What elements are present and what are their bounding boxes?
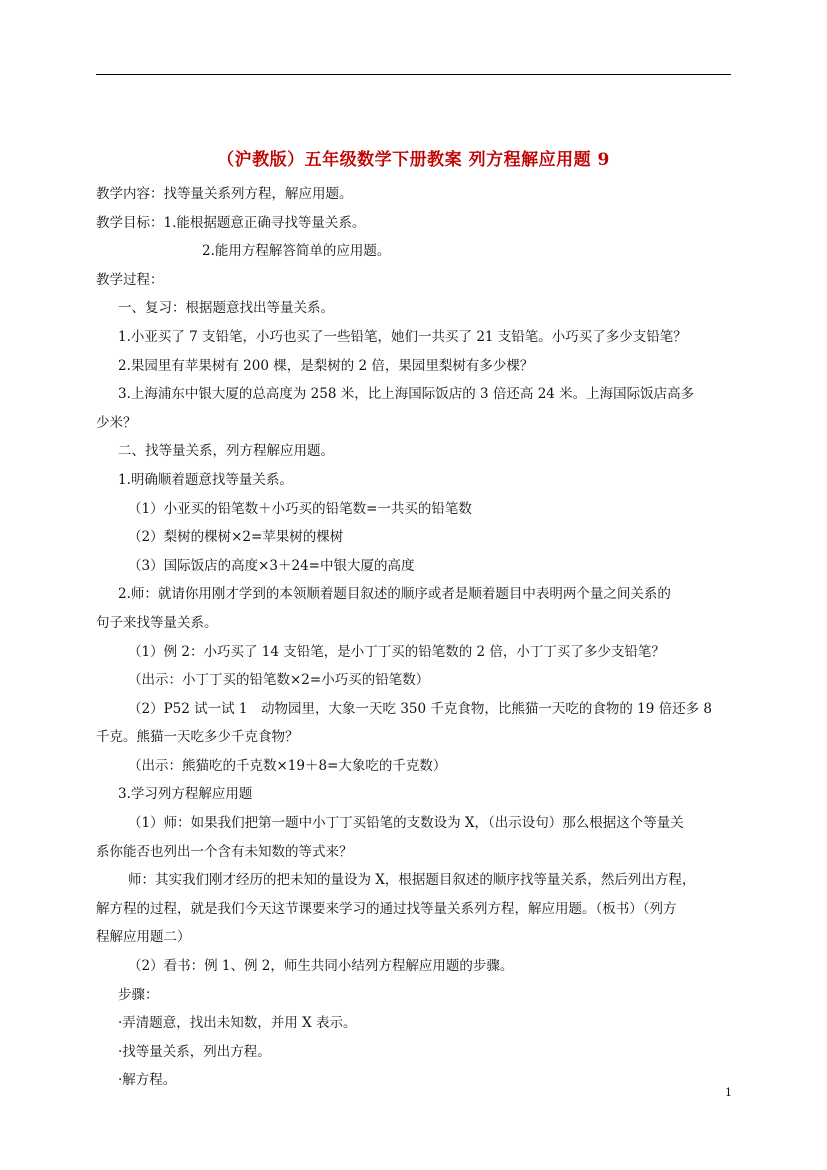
steps-heading: 步骤： xyxy=(118,986,159,1003)
relation-1: （1）小亚买的铅笔数＋小巧买的铅笔数=一共买的铅笔数 xyxy=(128,500,472,517)
step-1-heading: 1.明确顺着题意找等量关系。 xyxy=(118,471,293,488)
teacher-summary-cont: 解方程的过程，就是我们今天这节课要来学习的通过找等量关系列方程，解应用题。（板书）（列方 xyxy=(96,900,677,917)
relation-2: （2）梨树的棵树×2=苹果树的棵树 xyxy=(128,529,344,546)
teacher-summary-end: 程解应用题二） xyxy=(96,929,191,946)
document-body xyxy=(96,180,736,1095)
step-bullet-3: ·解方程。 xyxy=(118,1072,177,1089)
header-rule xyxy=(96,74,731,75)
try-it-1-relation: （出示：熊猫吃的千克数×19＋8=大象吃的千克数） xyxy=(128,757,447,774)
teacher-question-cont: 系你能否也列出一个含有未知数的等式来？ xyxy=(96,843,353,860)
try-it-1-cont: 千克。熊猫一天吃多少千克食物？ xyxy=(96,729,299,746)
step-3-heading: 3.学习列方程解应用题 xyxy=(118,786,253,803)
teacher-question: （1）师：如果我们把第一题中小丁丁买铅笔的支数设为 X，（出示设句）那么根据这个等量关 xyxy=(128,815,684,832)
page-number: 1 xyxy=(725,1086,732,1099)
teaching-goal-1: 教学目标：1.能根据题意正确寻找等量关系。 xyxy=(96,214,366,231)
try-it-1: （2）P52 试一试 1 动物园里，大象一天吃 350 千克食物，比熊猫一天吃的食物的 19 倍还多 8 xyxy=(128,700,713,717)
teaching-goal-2: 2.能用方程解答简单的应用题。 xyxy=(202,243,391,260)
read-book: （2）看书：例 1、例 2，师生共同小结列方程解应用题的步骤。 xyxy=(128,958,514,975)
teaching-content: 教学内容：找等量关系列方程，解应用题。 xyxy=(96,186,353,202)
teacher-summary: 师：其实我们刚才经历的把未知的量设为 X，根据题目叙述的顺序找等量关系，然后列出方程， xyxy=(128,872,696,889)
step-bullet-2: ·找等量关系，列出方程。 xyxy=(118,1043,271,1060)
teaching-process-heading: 教学过程： xyxy=(96,271,164,288)
example-2-relation: （出示：小丁丁买的铅笔数×2=小巧买的铅笔数） xyxy=(128,672,430,689)
review-question-1: 1.小亚买了 7 支铅笔，小巧也买了一些铅笔，她们一共买了 21 支铅笔。小巧买了多少支铅笔？ xyxy=(118,328,687,345)
review-heading: 一、复习：根据题意找出等量关系。 xyxy=(118,300,334,317)
review-question-3-cont: 少米？ xyxy=(96,414,137,431)
review-question-2: 2.果园里有苹果树有 200 棵，是梨树的 2 倍，果园里梨树有多少棵？ xyxy=(118,357,534,374)
relation-3: （3）国际饭店的高度×3＋24=中银大厦的高度 xyxy=(128,557,415,574)
example-2: （1）例 2：小巧买了 14 支铅笔，是小丁丁买的铅笔数的 2 倍，小丁丁买了多少支铅笔？ xyxy=(128,643,665,660)
review-question-3: 3.上海浦东中银大厦的总高度为 258 米，比上海国际饭店的 3 倍还高 24 米。上海国际饭店高多 xyxy=(118,386,695,403)
document-title: （沪教版）五年级数学下册教案 列方程解应用题 9 xyxy=(217,150,610,170)
step-bullet-1: ·弄清题意，找出未知数，并用 X 表示。 xyxy=(118,1015,357,1032)
teacher-instruction: 2.师：就请你用刚才学到的本领顺着题目叙述的顺序或者是顺着题目中表明两个量之间关系的 xyxy=(118,586,671,603)
section-2-heading: 二、找等量关系，列方程解应用题。 xyxy=(118,443,334,460)
teacher-instruction-cont: 句子来找等量关系。 xyxy=(96,614,218,631)
